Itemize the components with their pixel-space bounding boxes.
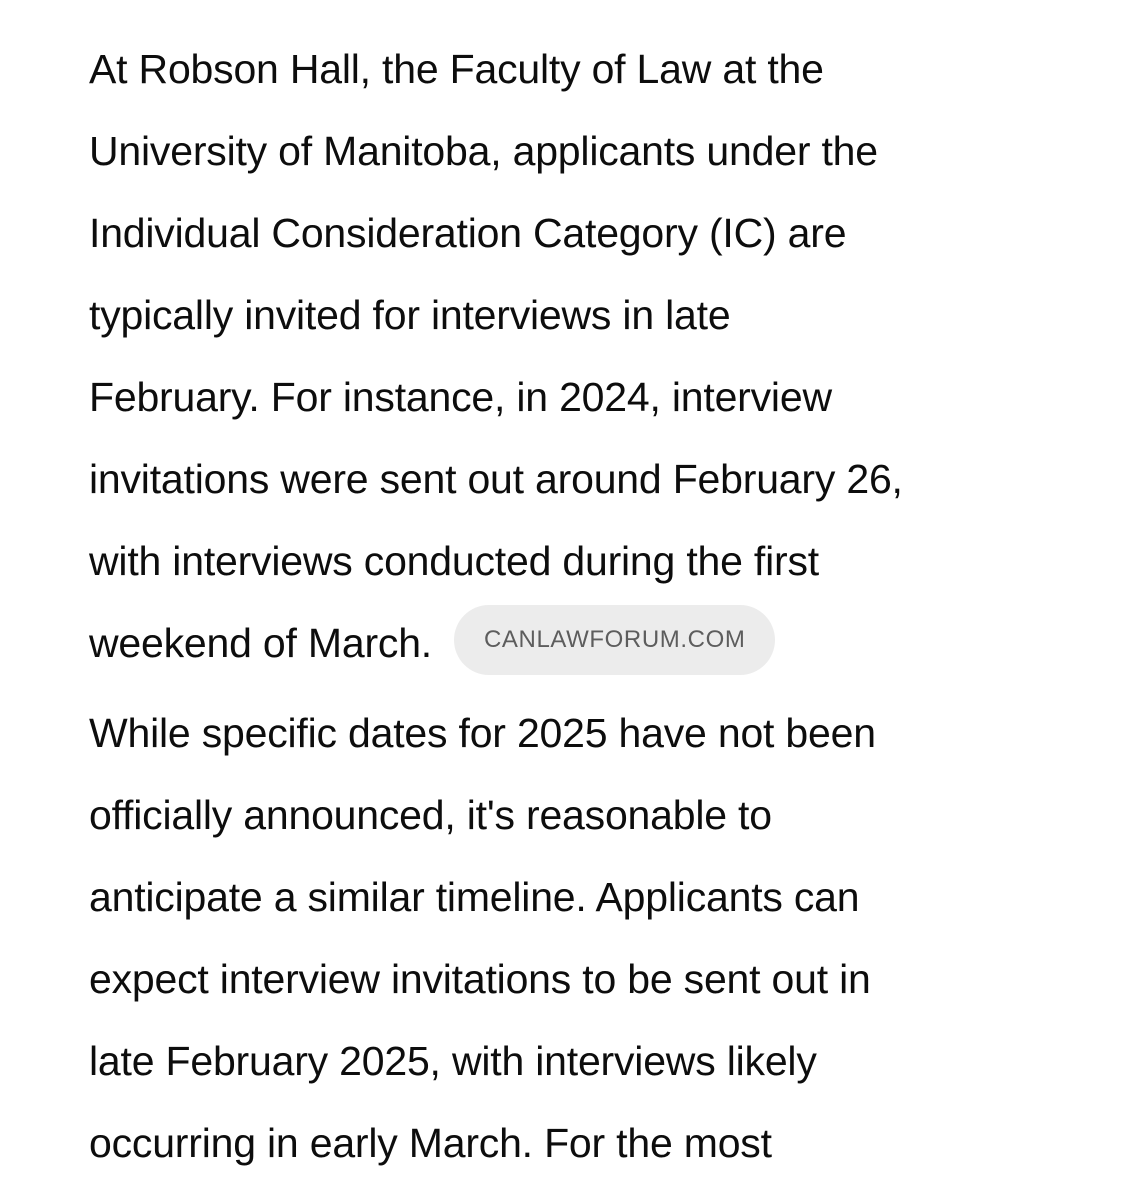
response-paragraph-2: [89, 692, 1089, 1184]
text-line: officially announced, it's reasonable to: [89, 792, 772, 838]
text-line: invitations were sent out around February 26,: [89, 456, 903, 502]
text-line: Individual Consideration Category (IC) are: [89, 210, 847, 256]
text-line: with interviews conducted during the first: [89, 538, 819, 584]
response-paragraph-1: [89, 28, 1089, 684]
paragraph-spacer: [89, 684, 1089, 692]
text-line: While specific dates for 2025 have not been: [89, 710, 876, 756]
text-line: At Robson Hall, the Faculty of Law at the: [89, 46, 824, 92]
text-line: expect interview invitations to be sent out in: [89, 956, 871, 1002]
text-line: February. For instance, in 2024, interview: [89, 374, 832, 420]
chat-response-content: [89, 28, 1089, 1184]
text-line: typically invited for interviews in late: [89, 292, 731, 338]
text-line: weekend of March.: [89, 620, 432, 666]
text-line: anticipate a similar timeline. Applicants can: [89, 874, 860, 920]
text-line: late February 2025, with interviews likely: [89, 1038, 817, 1084]
source-citation-button[interactable]: CANLAWFORUM.COM: [454, 605, 775, 675]
text-line-with-source: [89, 602, 1089, 684]
text-line: University of Manitoba, applicants under the: [89, 128, 878, 174]
text-line: occurring in early March. For the most: [89, 1120, 772, 1166]
